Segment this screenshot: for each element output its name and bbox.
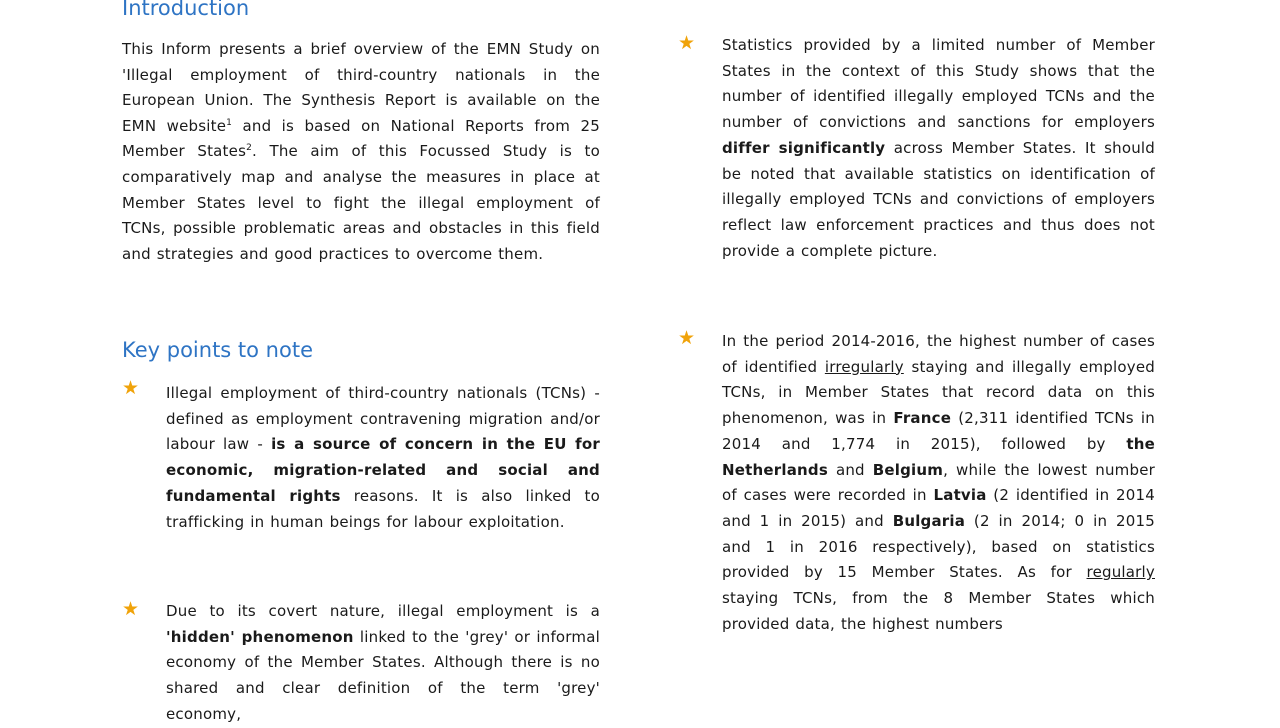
- country-name: Belgium: [872, 460, 944, 479]
- right-bullet-2: [722, 329, 1155, 637]
- bullet-text: Due to its covert nature, illegal employment is a: [166, 602, 600, 620]
- bullet-text: (2 in 2014; 0 in 2015 and 1 in 2016 respectively), based on statistics provided by 15 Member States. As for: [722, 511, 1155, 582]
- left-bullet-2: [166, 599, 600, 728]
- country-name: Latvia: [933, 486, 987, 505]
- star-bullet-icon: ★: [678, 32, 696, 54]
- bullet-text: staying and illegally employed TCNs, in Member States that record data on this phenomenon, was in: [722, 357, 1156, 428]
- bullet-text: (2 identified in 2014 and 1 in 2015) and: [722, 486, 1155, 530]
- bullet-text: linked to the 'grey' or informal economy of the Member States. Although there is no shared and clear definition of the term 'grey' economy,: [166, 627, 600, 723]
- bullet-text: Illegal employment of third-country nationals (TCNs) - defined as employment contravening migration and/or labour law -: [166, 384, 600, 454]
- bullet-bold-text: 'hidden' phenomenon: [166, 627, 354, 646]
- star-bullet-icon: ★: [122, 377, 140, 399]
- bullet-text: Statistics provided by a limited number of Member States in the context of this Study shows that the number of identified illegally employed TCNs and the number of convictions and sanctions for employers: [722, 36, 1155, 132]
- intro-text-part: . The aim of this Focussed Study is to comparatively map and analyse the measures in place at Member States level to fight the illegal employment of TCNs, possible problematic areas and obstacles in this field and strategies and good practices to overcome them.: [122, 142, 600, 263]
- intro-text-part: This Inform presents a brief overview of the EMN Study on 'Illegal employment of third-country nationals in the European Union. The Synthesis Report is available on the EMN website: [122, 40, 600, 135]
- country-name: France: [893, 409, 952, 428]
- left-bullet-1: [166, 381, 600, 535]
- underlined-term: irregularly: [824, 357, 904, 376]
- bullet-text: across Member States. It should be noted that available statistics on identification of illegally employed TCNs and convictions of employers reflect law enforcement practices and thus does not provide a complete picture.: [722, 138, 1155, 260]
- bullet-text: reasons. It is also linked to trafficking in human beings for labour exploitation.: [166, 486, 600, 531]
- bullet-bold-text: differ significantly: [722, 138, 886, 157]
- country-name: Bulgaria: [892, 511, 966, 530]
- intro-text-part: and is based on National Reports from 25 Member States: [122, 116, 600, 161]
- bullet-text: and: [827, 460, 873, 479]
- star-bullet-icon: ★: [122, 598, 140, 620]
- introduction-heading: Introduction: [122, 0, 250, 20]
- footnote-ref-2[interactable]: 2: [246, 143, 253, 154]
- star-bullet-icon: ★: [678, 327, 696, 349]
- bullet-text: , while the lowest number of cases were recorded in: [722, 460, 1155, 505]
- bullet-text: (2,311 identified TCNs in 2014 and 1,774 in 2015), followed by: [722, 409, 1155, 453]
- right-bullet-1: [722, 33, 1155, 264]
- country-name: the Netherlands: [722, 434, 1155, 479]
- footnote-ref-1[interactable]: 1: [226, 117, 233, 128]
- underlined-term: regularly: [1086, 563, 1155, 582]
- bullet-bold-text: is a source of concern in the EU for economic, migration-related and social and fundamental rights: [166, 435, 601, 505]
- bullet-text: staying TCNs, from the 8 Member States which provided data, the highest numbers: [722, 589, 1155, 633]
- introduction-paragraph: [122, 37, 600, 267]
- key-points-heading: Key points to note: [122, 338, 313, 362]
- bullet-text: In the period 2014-2016, the highest number of cases of identified: [722, 332, 1155, 376]
